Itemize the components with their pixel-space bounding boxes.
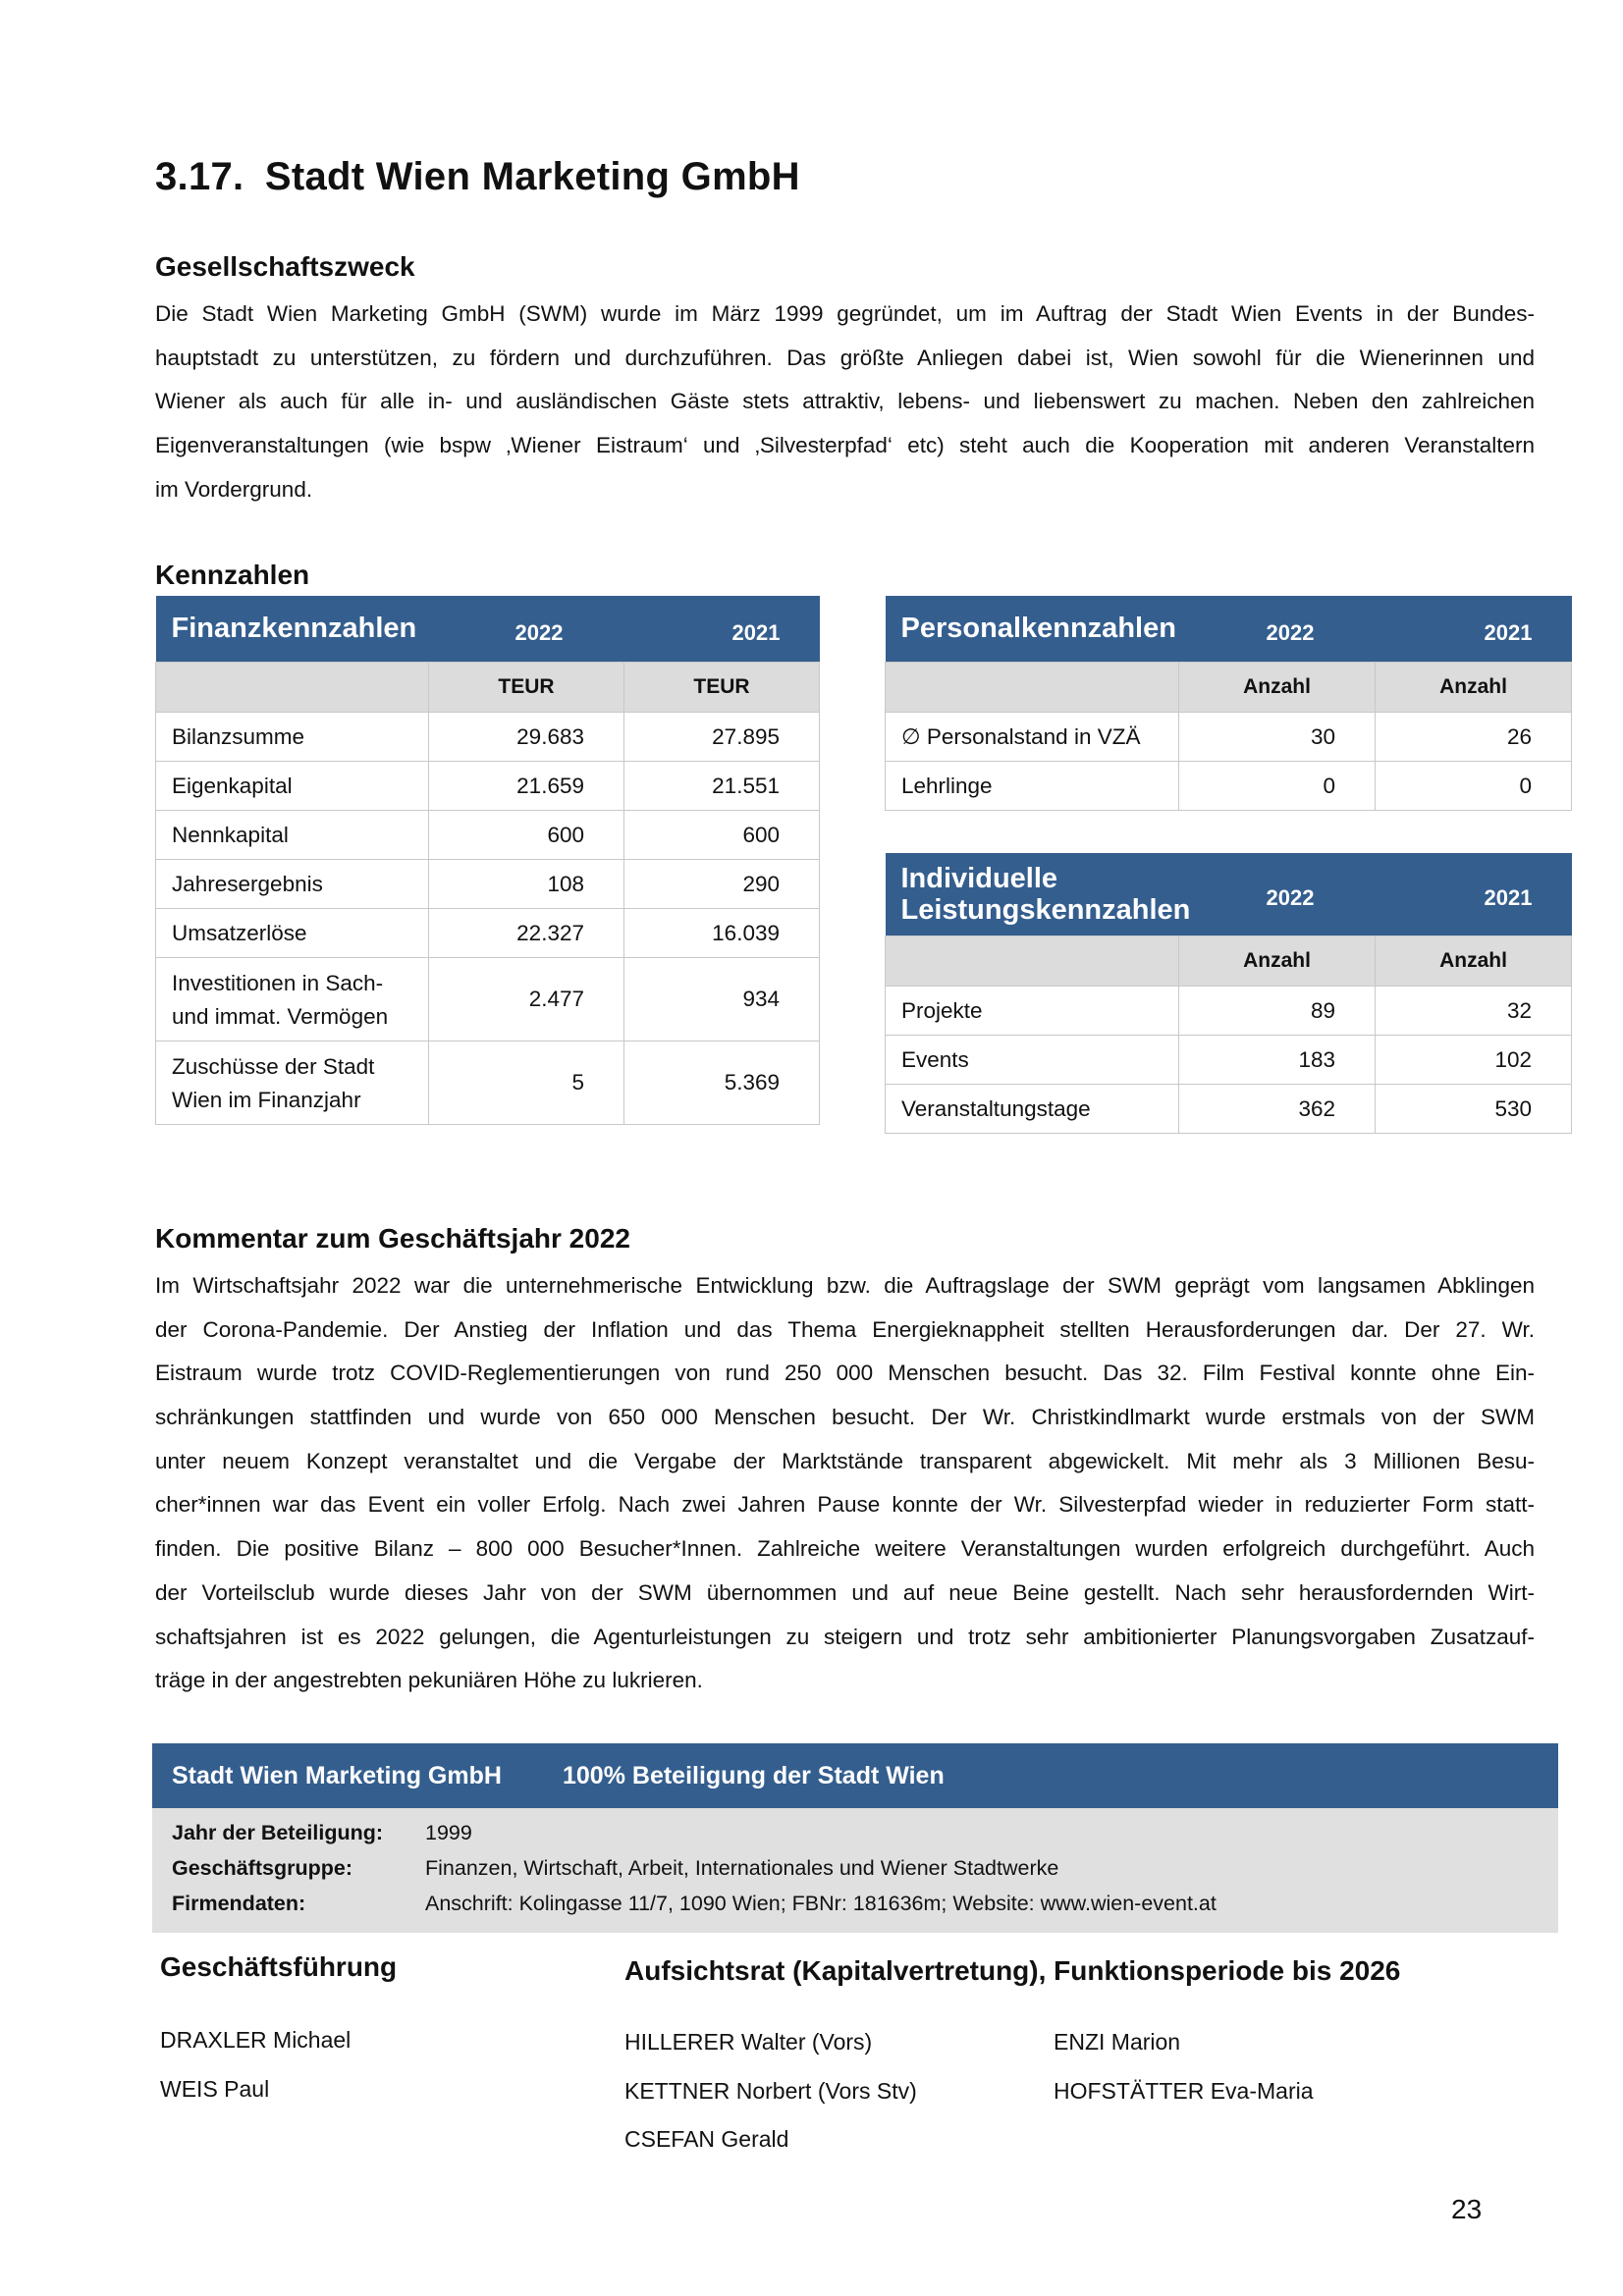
- value-2021: 290: [624, 860, 820, 909]
- comment-line: träge in der angestrebten pekuniären Höhe zu lukrieren.: [155, 1668, 703, 1693]
- table-row: [886, 987, 1572, 1036]
- board-member: KETTNER Norbert (Vors Stv): [624, 2078, 917, 2104]
- value-2021: 27.895: [624, 713, 820, 762]
- banner-share: 100% Beteiligung der Stadt Wien: [563, 1762, 945, 1789]
- value-2022: 0: [1179, 762, 1376, 811]
- value-2022: 2.477: [429, 958, 624, 1041]
- row-label: Events: [886, 1036, 1179, 1085]
- comment-line: Im Wirtschaftsjahr 2022 war die unternehmerische Entwicklung bzw. die Auftragslage der SWM geprägt vom langsamen Abklingen: [155, 1273, 1535, 1298]
- value-2021: 102: [1376, 1036, 1572, 1085]
- section-number: 3.17.: [155, 155, 244, 198]
- row-label: Nennkapital: [156, 811, 429, 860]
- info-label: Geschäftsgruppe:: [172, 1856, 352, 1880]
- company-name: Stadt Wien Marketing GmbH: [264, 155, 800, 198]
- purpose-paragraph: [155, 293, 1535, 511]
- value-2022: 183: [1179, 1036, 1376, 1085]
- value-2022: 108: [429, 860, 624, 909]
- comment-heading: Kommentar zum Geschäftsjahr 2022: [155, 1223, 630, 1254]
- company-info-box: [152, 1808, 1558, 1933]
- finance-unit-2021: TEUR: [624, 663, 820, 713]
- board-member: ENZI Marion: [1054, 2029, 1181, 2055]
- performance-table: [885, 853, 1572, 1134]
- manager-name: DRAXLER Michael: [160, 2027, 352, 2053]
- purpose-line: Wiener als auch für alle in- und ausländischen Gäste stets attraktiv, lebens- und liebenswert zu machen. Neben den zahlreichen: [155, 389, 1535, 414]
- info-label: Jahr der Beteiligung:: [172, 1821, 384, 1844]
- finance-year-2022: 2022: [429, 596, 624, 663]
- row-label: [156, 1041, 429, 1125]
- performance-unit-2022: Anzahl: [1179, 936, 1376, 987]
- row-label-line: Zuschüsse der Stadt: [172, 1054, 375, 1079]
- info-label: Firmendaten:: [172, 1892, 306, 1915]
- value-2021: 16.039: [624, 909, 820, 958]
- personnel-year-2022: 2022: [1179, 596, 1376, 663]
- purpose-line: Eigenveranstaltungen (wie bspw ‚Wiener Eistraum‘ und ‚Silvesterpfad‘ etc) steht auch die Kooperation mit anderen Veranstaltern: [155, 433, 1535, 458]
- finance-year-2021: 2021: [624, 596, 820, 663]
- value-2021: 0: [1376, 762, 1572, 811]
- row-label: Jahresergebnis: [156, 860, 429, 909]
- value-2022: 29.683: [429, 713, 624, 762]
- personnel-unit-2021: Anzahl: [1376, 663, 1572, 713]
- management-heading: Geschäftsführung: [160, 1951, 398, 1982]
- row-label: Umsatzerlöse: [156, 909, 429, 958]
- row-label: [156, 958, 429, 1041]
- value-2022: 30: [1179, 713, 1376, 762]
- row-label: ∅ Personalstand in VZÄ: [886, 713, 1179, 762]
- board-heading: Aufsichtsrat (Kapitalvertretung), Funktionsperiode bis 2026: [624, 1955, 1401, 1986]
- personnel-table-title: Personalkennzahlen: [886, 596, 1179, 663]
- row-label: Lehrlinge: [886, 762, 1179, 811]
- comment-line: unter neuem Konzept veranstaltet und die Vergabe der Marktstände transparent abgewickelt. Mit mehr als 3 Millionen Besu-: [155, 1448, 1535, 1473]
- performance-year-2021: 2021: [1376, 853, 1572, 936]
- board-member: CSEFAN Gerald: [624, 2126, 789, 2152]
- row-label: Veranstaltungstage: [886, 1085, 1179, 1134]
- value-2022: 89: [1179, 987, 1376, 1036]
- value-2022: 600: [429, 811, 624, 860]
- table-row: [156, 958, 820, 1041]
- personnel-unit-2022: Anzahl: [1179, 663, 1376, 713]
- row-label-line: Wien im Finanzjahr: [172, 1088, 361, 1112]
- finance-table: [155, 596, 820, 1125]
- performance-unit-2021: Anzahl: [1376, 936, 1572, 987]
- finance-unit-2022: TEUR: [429, 663, 624, 713]
- page-number: 23: [1451, 2194, 1483, 2224]
- board-member: HOFSTÄTTER Eva-Maria: [1054, 2078, 1314, 2104]
- info-value: 1999: [425, 1821, 472, 1844]
- comment-line: Eistraum wurde trotz COVID-Reglementierungen von rund 250 000 Menschen besucht. Das 32. Film Festival konnte ohne Ein-: [155, 1361, 1535, 1386]
- row-label: Projekte: [886, 987, 1179, 1036]
- value-2022: 362: [1179, 1085, 1376, 1134]
- unit-empty: [886, 663, 1179, 713]
- page-title: [155, 155, 800, 199]
- table-row: [156, 811, 820, 860]
- value-2021: 530: [1376, 1085, 1572, 1134]
- table-row: [156, 762, 820, 811]
- table-row: [886, 762, 1572, 811]
- company-banner: [152, 1743, 1558, 1808]
- purpose-line: Die Stadt Wien Marketing GmbH (SWM) wurde im März 1999 gegründet, um im Auftrag der Stadt Wien Events in der Bundes-: [155, 301, 1535, 326]
- personnel-table: [885, 596, 1572, 811]
- comment-line: cher*innen war das Event ein voller Erfolg. Nach zwei Jahren Pause konnte der Wr. Silvesterpfad wieder in reduzierter Form statt-: [155, 1492, 1535, 1518]
- purpose-line: hauptstadt zu unterstützen, zu fördern und durchzuführen. Das größte Anliegen dabei ist, Wien sowohl für die Wienerinnen und: [155, 345, 1535, 370]
- table-row: [156, 909, 820, 958]
- purpose-line: im Vordergrund.: [155, 476, 313, 502]
- table-row: [156, 1041, 820, 1125]
- row-label-line: und immat. Vermögen: [172, 1004, 389, 1029]
- table-row: [886, 1085, 1572, 1134]
- value-2021: 600: [624, 811, 820, 860]
- personnel-year-2021: 2021: [1376, 596, 1572, 663]
- table-row: [156, 860, 820, 909]
- table-row: [886, 713, 1572, 762]
- comment-line: der Vorteilsclub wurde dieses Jahr von der SWM übernommen und auf neue Beine gestellt. Nach sehr herausfordernden Wirt-: [155, 1579, 1535, 1605]
- value-2021: 21.551: [624, 762, 820, 811]
- finance-table-title: Finanzkennzahlen: [156, 596, 429, 663]
- value-2021: 32: [1376, 987, 1572, 1036]
- row-label: Bilanzsumme: [156, 713, 429, 762]
- comment-line: schaftsjahren ist es 2022 gelungen, die Agenturleistungen zu steigern und trotz sehr ambitionierter Planungsvorgaben Zusatzauf-: [155, 1624, 1535, 1649]
- unit-empty: [886, 936, 1179, 987]
- value-2022: 22.327: [429, 909, 624, 958]
- comment-line: schränkungen stattfinden und wurde von 650 000 Menschen besucht. Der Wr. Christkindlmarkt wurde erstmals von der SWM: [155, 1405, 1535, 1430]
- performance-year-2022: 2022: [1179, 853, 1376, 936]
- table-row: [886, 1036, 1572, 1085]
- row-label: Eigenkapital: [156, 762, 429, 811]
- banner-company: Stadt Wien Marketing GmbH: [172, 1762, 502, 1789]
- performance-title-line: Individuelle: [900, 863, 1058, 894]
- performance-title-line: Leistungskennzahlen: [900, 894, 1191, 926]
- comment-line: der Corona-Pandemie. Der Anstieg der Inflation und das Thema Energieknappheit stellten Herausforderungen dar. Der 27. Wr.: [155, 1316, 1535, 1342]
- value-2021: 5.369: [624, 1041, 820, 1125]
- value-2022: 21.659: [429, 762, 624, 811]
- value-2021: 26: [1376, 713, 1572, 762]
- kennzahlen-heading: Kennzahlen: [155, 560, 310, 590]
- info-value: Anschrift: Kolingasse 11/7, 1090 Wien; FBNr: 181636m; Website: www.wien-event.at: [425, 1892, 1217, 1915]
- row-label-line: Investitionen in Sach-: [172, 971, 384, 995]
- manager-name: WEIS Paul: [160, 2076, 270, 2102]
- performance-table-title: [886, 853, 1191, 936]
- comment-paragraph: [155, 1264, 1535, 1703]
- table-row: [156, 713, 820, 762]
- comment-line: finden. Die positive Bilanz – 800 000 Besucher*Innen. Zahlreiche weitere Veranstaltungen wurden erfolgreich durchgeführt. Auch: [155, 1536, 1535, 1562]
- board-member: HILLERER Walter (Vors): [624, 2029, 873, 2055]
- purpose-heading: Gesellschaftszweck: [155, 251, 415, 282]
- value-2021: 934: [624, 958, 820, 1041]
- unit-empty: [156, 663, 429, 713]
- info-value: Finanzen, Wirtschaft, Arbeit, Internationales und Wiener Stadtwerke: [425, 1856, 1059, 1880]
- value-2022: 5: [429, 1041, 624, 1125]
